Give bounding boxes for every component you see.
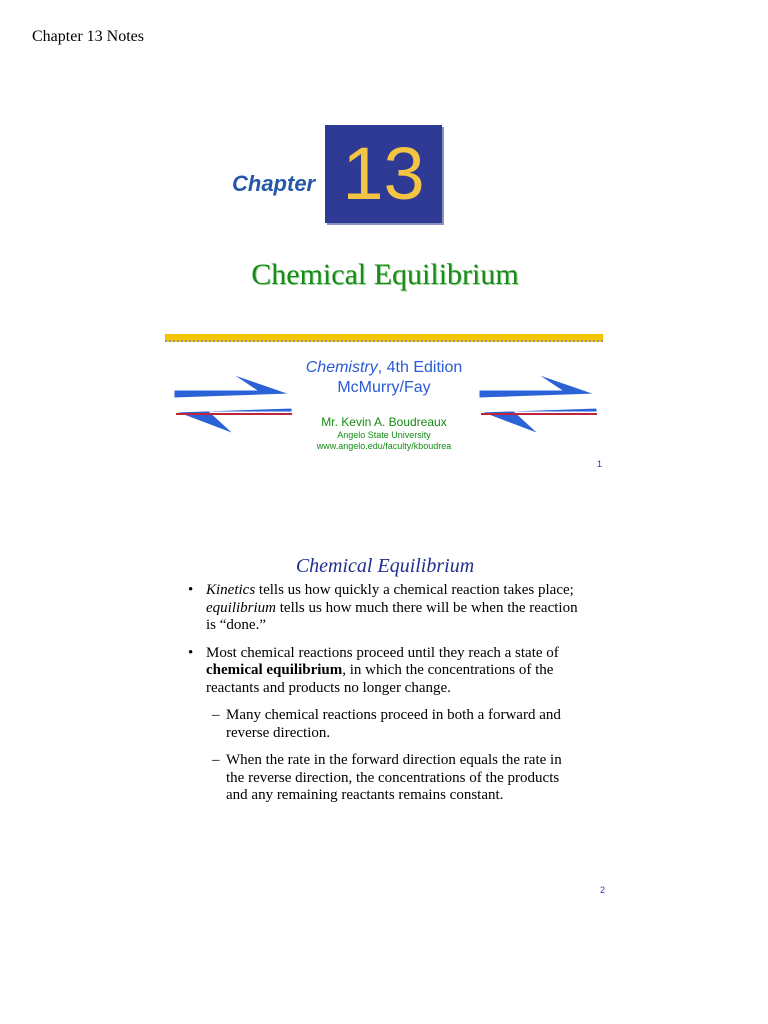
bullet-equilibrium-text1: Most chemical reactions proceed until they reach a state of	[206, 644, 559, 661]
bullet-chemical-equilibrium	[188, 645, 583, 698]
slide2-body	[188, 582, 583, 815]
term-equilibrium: equilibrium	[206, 599, 276, 616]
sub-bullet-dash: –	[212, 707, 220, 723]
term-chemical-equilibrium: chemical equilibrium	[206, 662, 343, 678]
sub-bullet-directions-text: Many chemical reactions proceed in both a forward and reverse direction.	[226, 707, 561, 741]
instructor-name: Mr. Kevin A. Boudreaux	[321, 415, 447, 429]
chapter-number: 13	[342, 132, 425, 215]
slide2-title: Chemical Equilibrium	[295, 555, 475, 577]
bullet-kinetics-text1: tells us how quickly a chemical reaction takes place;	[255, 582, 574, 598]
chapter-label: Chapter	[232, 171, 316, 196]
bullet-equilibrium-text2: , in which the concentrations of the reactants and products no longer change.	[206, 662, 554, 696]
bullet-kinetics	[188, 582, 583, 635]
term-kinetics: Kinetics	[206, 582, 256, 598]
bullet-kinetics-text2: tells us how much there will be when the reaction is “done.”	[206, 599, 578, 633]
sub-bullet-rates	[188, 752, 583, 805]
title-divider-rule	[165, 334, 603, 342]
chapter-number-box	[325, 125, 442, 223]
website-url: www.angelo.edu/faculty/kboudrea	[316, 441, 452, 451]
sub-bullet-rates-text: When the rate in the forward direction equals the rate in the reverse direction, the concentrations of the products and any remaining reactants remains constant.	[226, 752, 562, 803]
book-title-italic: Chemistry	[305, 359, 378, 376]
page-header: Chapter 13 Notes	[32, 28, 144, 45]
book-authors: McMurry/Fay	[337, 379, 431, 396]
sub-bullet-directions	[188, 707, 583, 742]
slide2-number: 2	[600, 885, 606, 895]
university-name: Angelo State University	[337, 430, 431, 440]
book-title-edition: , 4th Edition	[377, 359, 463, 376]
slide1-title: Chemical Equilibrium	[251, 258, 519, 291]
book-title	[250, 358, 518, 378]
sub-bullet-dash: –	[212, 752, 220, 768]
slide1-number: 1	[597, 459, 603, 469]
